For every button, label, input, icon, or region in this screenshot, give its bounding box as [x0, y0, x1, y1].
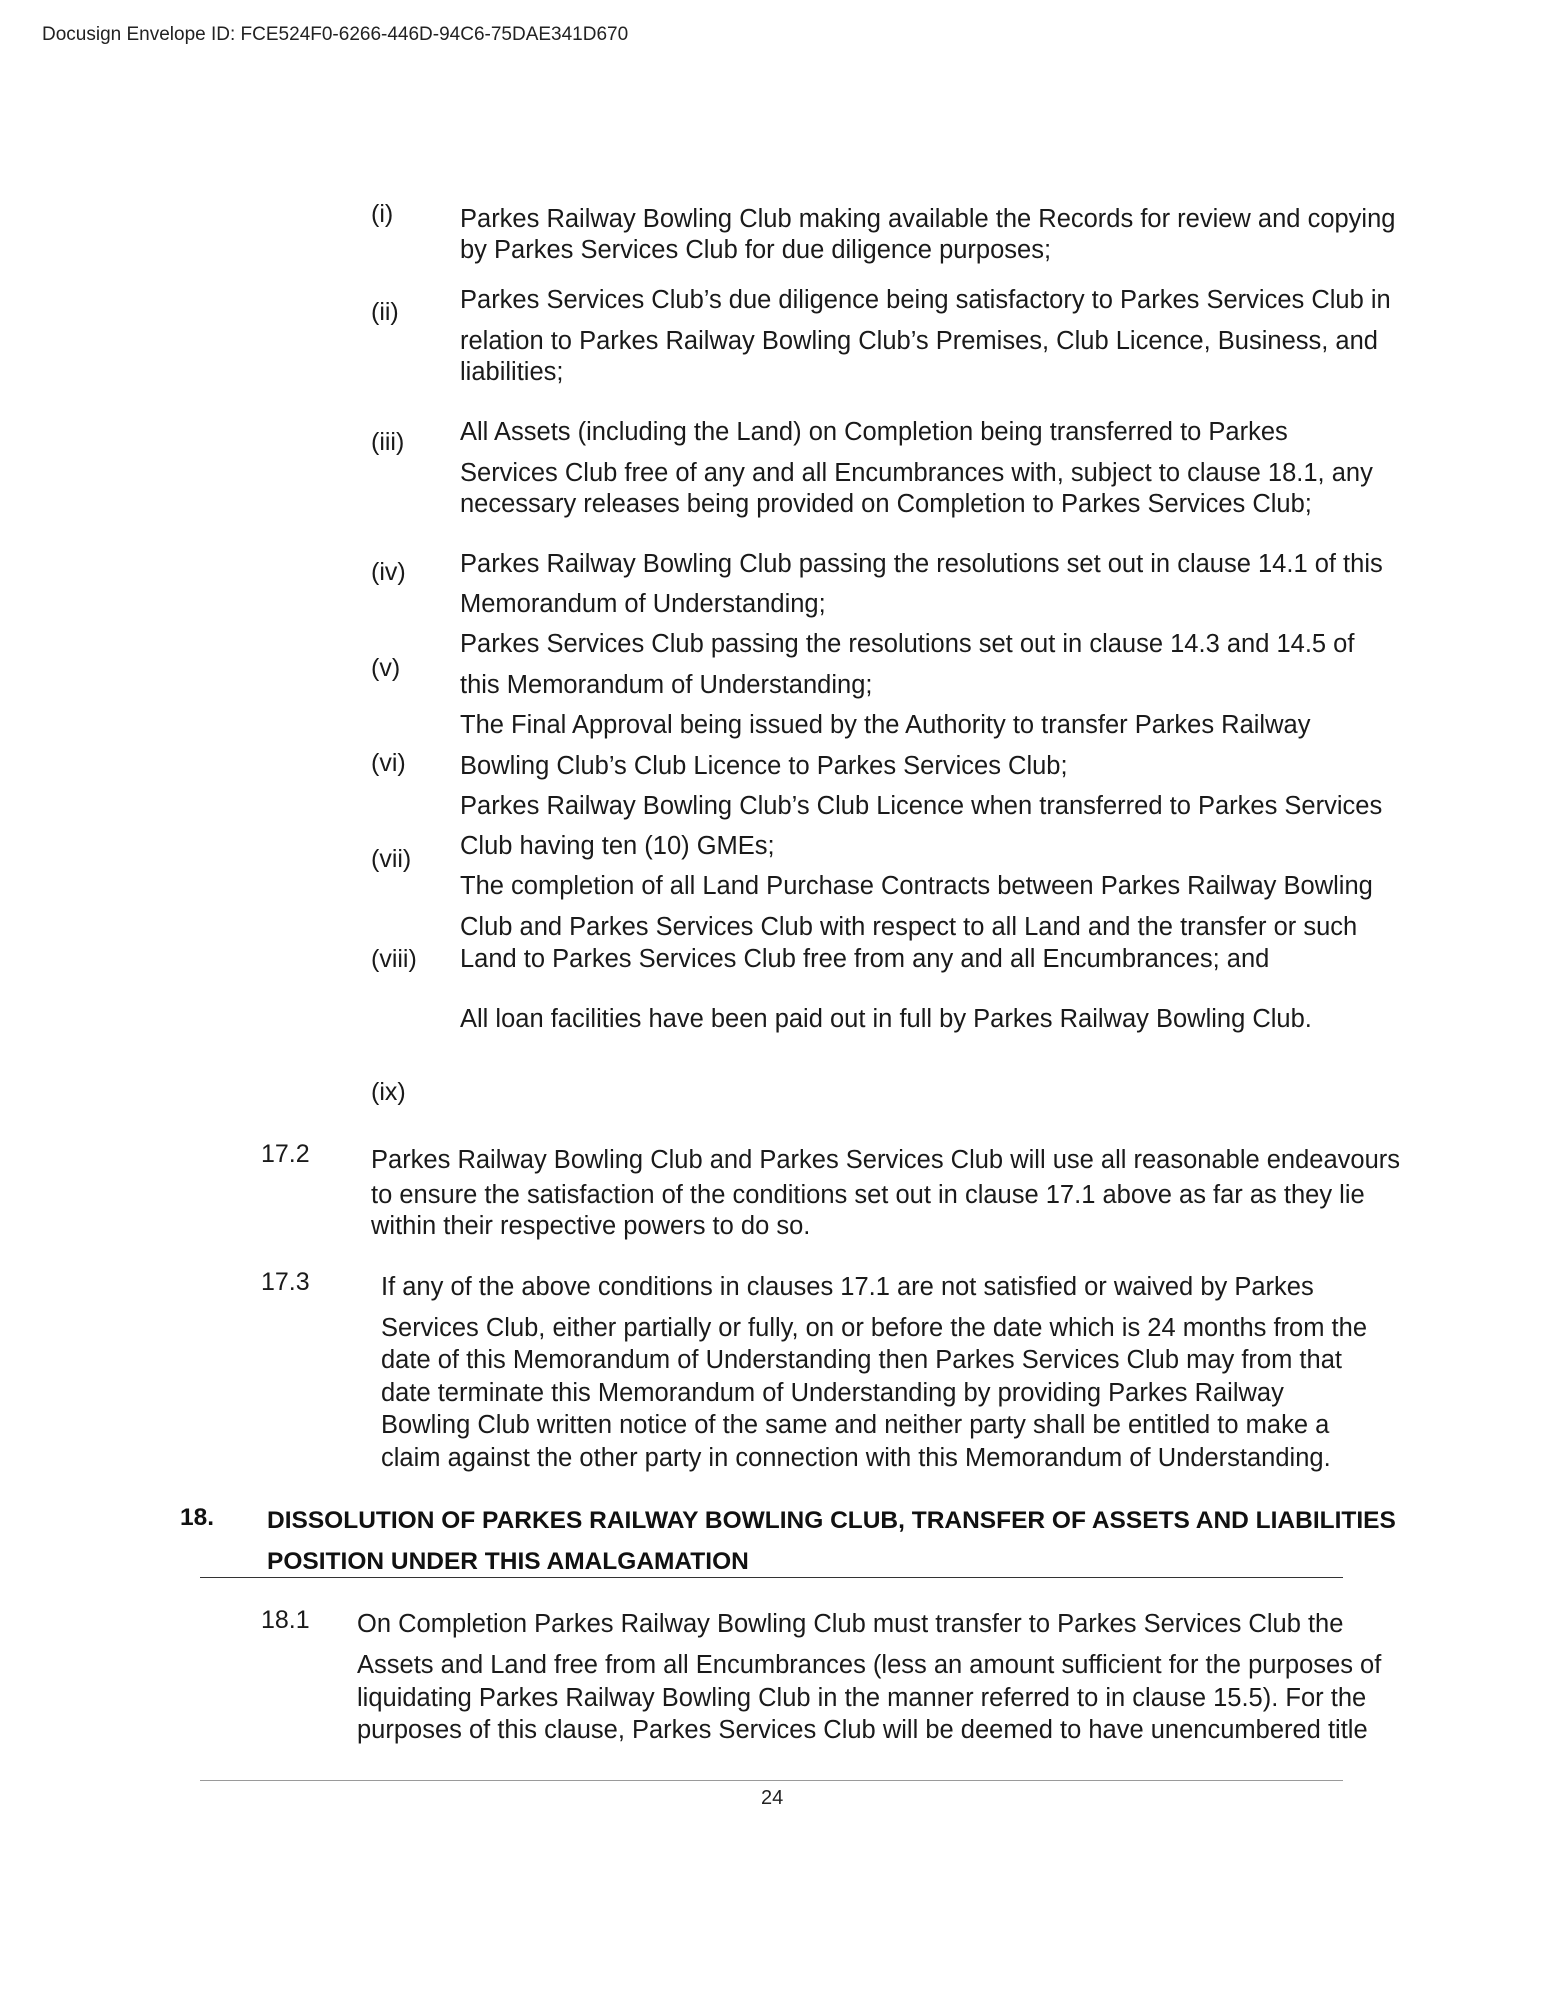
item-text-line: The Final Approval being issued by the Authority to transfer Parkes Railway: [460, 711, 1311, 739]
clause-text-line: Parkes Railway Bowling Club and Parkes Services Club will use all reasonable endeavours: [371, 1146, 1401, 1174]
item-text-line: Memorandum of Understanding;: [460, 590, 826, 618]
item-text-line: All loan facilities have been paid out in full by Parkes Railway Bowling Club.: [460, 1005, 1312, 1033]
section-heading-line: DISSOLUTION OF PARKES RAILWAY BOWLING CLUB, TRANSFER OF ASSETS AND LIABILITIES: [267, 1507, 1396, 1534]
page-number: 24: [761, 1787, 784, 1809]
clause-number: 17.2: [261, 1140, 310, 1168]
item-number: (vii): [371, 845, 412, 873]
item-text-line: Parkes Services Club passing the resolutions set out in clause 14.3 and 14.5 of: [460, 630, 1355, 658]
item-text-line: The completion of all Land Purchase Contracts between Parkes Railway Bowling: [460, 872, 1373, 900]
clause-text-line: On Completion Parkes Railway Bowling Club must transfer to Parkes Services Club the: [357, 1610, 1344, 1638]
envelope-id: Docusign Envelope ID: FCE524F0-6266-446D-94C6-75DAE341D670: [42, 24, 629, 45]
item-text-line: Parkes Railway Bowling Club’s Club Licence when transferred to Parkes Services: [460, 792, 1383, 820]
clause-text-line: within their respective powers to do so.: [371, 1212, 811, 1240]
clause-number: 17.3: [261, 1268, 310, 1296]
item-text-line: by Parkes Services Club for due diligence purposes;: [460, 236, 1052, 264]
item-number: (i): [371, 200, 394, 228]
item-number: (ii): [371, 298, 399, 326]
item-text-line: Club and Parkes Services Club with respect to all Land and the transfer or such: [460, 913, 1358, 941]
item-text-line: liabilities;: [460, 358, 564, 386]
section-number: 18.: [180, 1504, 215, 1531]
item-text-line: Land to Parkes Services Club free from any and all Encumbrances; and: [460, 945, 1270, 973]
item-text-line: Parkes Services Club’s due diligence being satisfactory to Parkes Services Club in: [460, 286, 1391, 314]
item-text-line: All Assets (including the Land) on Completion being transferred to Parkes: [460, 418, 1288, 446]
clause-text-line: liquidating Parkes Railway Bowling Club in the manner referred to in clause 15.5). For the: [357, 1684, 1367, 1712]
item-text-line: Bowling Club’s Club Licence to Parkes Services Club;: [460, 752, 1068, 780]
heading-underline: [200, 1577, 1343, 1578]
item-text-line: Services Club free of any and all Encumbrances with, subject to clause 18.1, any: [460, 459, 1373, 487]
item-text-line: necessary releases being provided on Completion to Parkes Services Club;: [460, 490, 1312, 518]
clause-text-line: date terminate this Memorandum of Understanding by providing Parkes Railway: [381, 1379, 1284, 1407]
item-text-line: Club having ten (10) GMEs;: [460, 832, 775, 860]
item-number: (iv): [371, 558, 406, 586]
item-number: (viii): [371, 945, 417, 973]
section-heading-line: POSITION UNDER THIS AMALGAMATION: [267, 1548, 749, 1575]
item-text-line: relation to Parkes Railway Bowling Club’s Premises, Club Licence, Business, and: [460, 327, 1378, 355]
clause-text-line: Bowling Club written notice of the same and neither party shall be entitled to make a: [381, 1411, 1330, 1439]
footer-rule: [200, 1780, 1343, 1781]
item-number: (vi): [371, 749, 406, 777]
clause-text-line: Services Club, either partially or fully, on or before the date which is 24 months from the: [381, 1314, 1367, 1342]
item-text-line: Parkes Railway Bowling Club passing the resolutions set out in clause 14.1 of this: [460, 550, 1383, 578]
clause-text-line: claim against the other party in connection with this Memorandum of Understanding.: [381, 1444, 1331, 1472]
item-number: (iii): [371, 428, 405, 456]
item-text-line: Parkes Railway Bowling Club making available the Records for review and copying: [460, 205, 1396, 233]
clause-text-line: If any of the above conditions in clauses 17.1 are not satisfied or waived by Parkes: [381, 1273, 1314, 1301]
clause-text-line: Assets and Land free from all Encumbrances (less an amount sufficient for the purposes of: [357, 1651, 1382, 1679]
item-number: (v): [371, 654, 401, 682]
item-number: (ix): [371, 1078, 406, 1106]
clause-number: 18.1: [261, 1606, 310, 1634]
clause-text-line: date of this Memorandum of Understanding then Parkes Services Club may from that: [381, 1346, 1342, 1374]
clause-text-line: purposes of this clause, Parkes Services Club will be deemed to have unencumbered title: [357, 1716, 1368, 1744]
item-text-line: this Memorandum of Understanding;: [460, 671, 873, 699]
clause-text-line: to ensure the satisfaction of the conditions set out in clause 17.1 above as far as they lie: [371, 1181, 1365, 1209]
